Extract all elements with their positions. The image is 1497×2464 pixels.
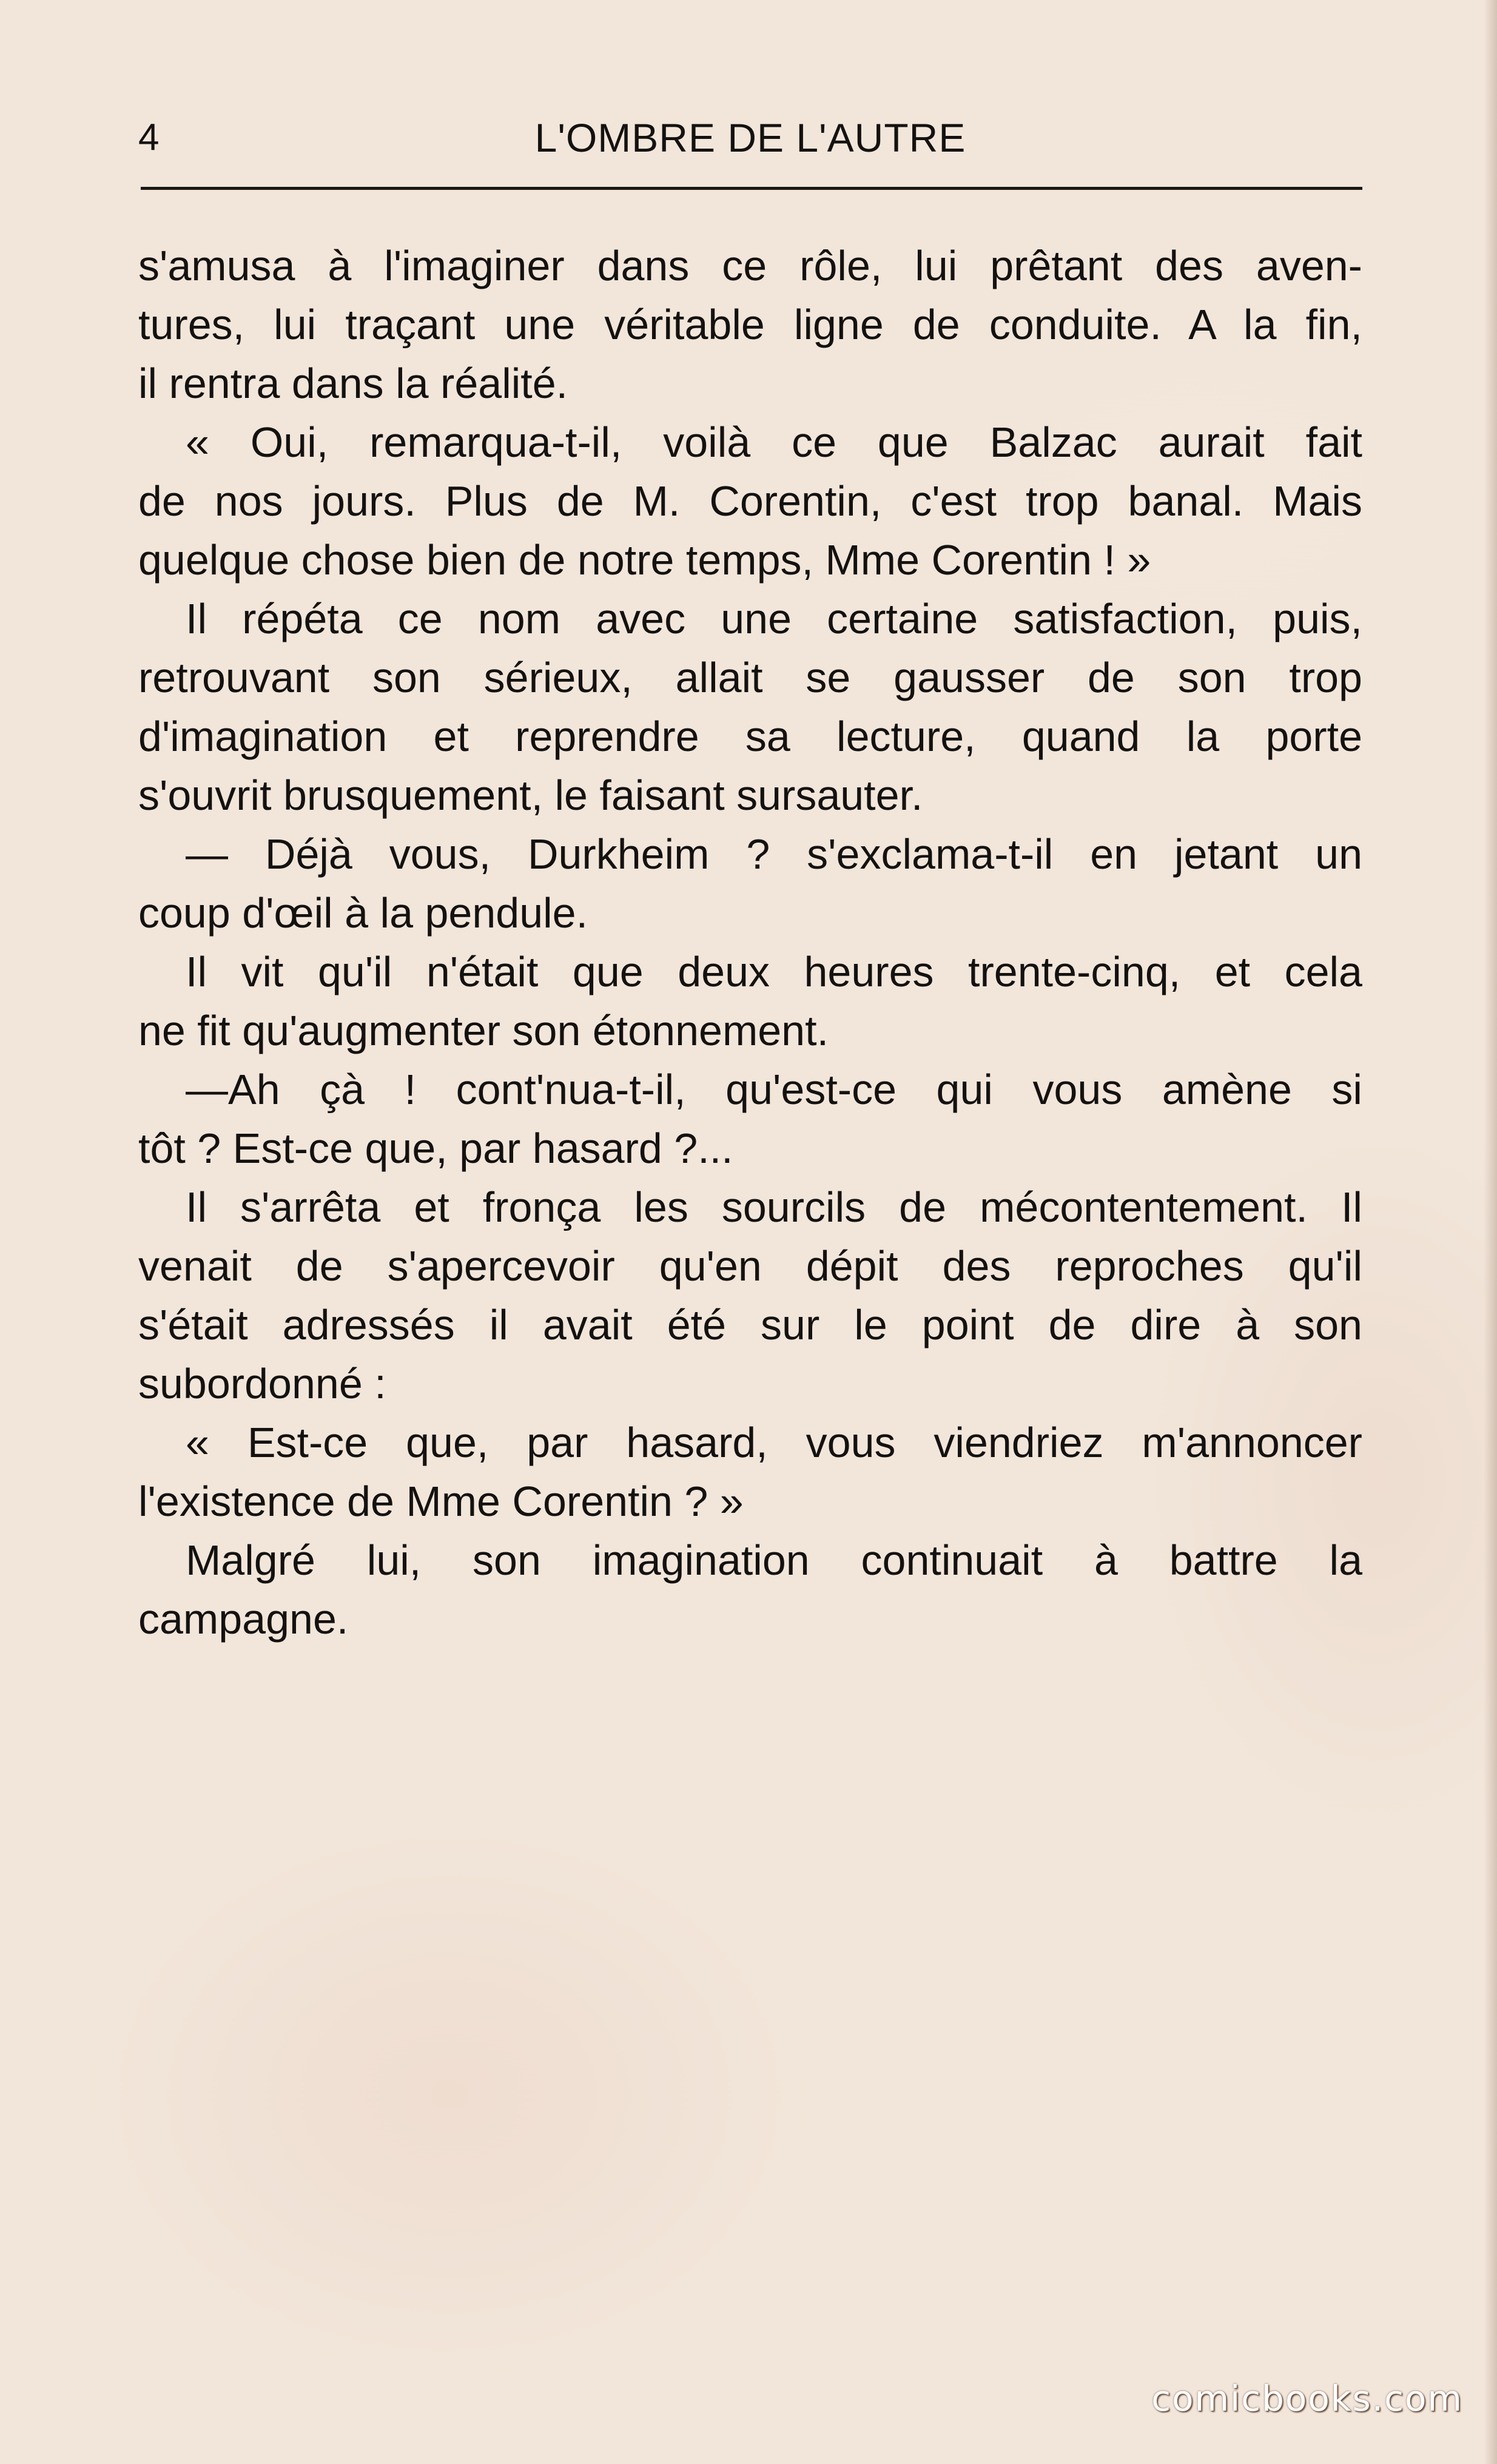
text-line: subordonné : bbox=[138, 1360, 386, 1407]
running-head bbox=[138, 104, 1362, 171]
page-number: 4 bbox=[138, 116, 160, 158]
text-line: tures, lui traçant une véritable ligne de conduite. A la fin, bbox=[138, 301, 1362, 348]
text-line: « Est-ce que, par hasard, vous viendriez m'annoncer bbox=[186, 1419, 1362, 1466]
text-line: venait de s'apercevoir qu'en dépit des reproches qu'il bbox=[138, 1242, 1362, 1290]
text-line: il rentra dans la réalité. bbox=[138, 360, 568, 407]
text-line: Il répéta ce nom avec une certaine satisfaction, puis, bbox=[186, 595, 1362, 642]
text-line: coup d'œil à la pendule. bbox=[138, 889, 588, 937]
text-line: campagne. bbox=[138, 1595, 349, 1643]
text-line: — Déjà vous, Durkheim ? s'exclama-t-il en jetant un bbox=[186, 830, 1362, 878]
text-line: de nos jours. Plus de M. Corentin, c'est trop banal. Mais bbox=[138, 477, 1362, 525]
text-line: —Ah çà ! cont'nua-t-il, qu'est-ce qui vous amène si bbox=[186, 1066, 1362, 1113]
text-line: « Oui, remarqua-t-il, voilà ce que Balzac aurait fait bbox=[186, 419, 1362, 466]
page-edge-shadow bbox=[1484, 0, 1497, 2464]
text-line: Il s'arrêta et fronça les sourcils de mécontentement. Il bbox=[186, 1183, 1362, 1231]
text-line: tôt ? Est-ce que, par hasard ?... bbox=[138, 1125, 733, 1172]
text-line: Il vit qu'il n'était que deux heures trente-cinq, et cela bbox=[186, 948, 1362, 995]
running-title: L'OMBRE DE L'AUTRE bbox=[534, 115, 966, 160]
header-rule bbox=[141, 187, 1362, 190]
text-line: ne fit qu'augmenter son étonnement. bbox=[138, 1007, 829, 1054]
watermark: comicbooks.com bbox=[1151, 2378, 1463, 2419]
text-line: l'existence de Mme Corentin ? » bbox=[138, 1478, 744, 1525]
text-line: s'amusa à l'imaginer dans ce rôle, lui prêtant des aven- bbox=[138, 242, 1362, 289]
text-line: quelque chose bien de notre temps, Mme Corentin ! » bbox=[138, 536, 1151, 584]
text-line: retrouvant son sérieux, allait se gausser de son trop bbox=[138, 654, 1362, 701]
text-line: s'ouvrit brusquement, le faisant sursauter. bbox=[138, 772, 923, 819]
body-text bbox=[138, 237, 1362, 1649]
text-line: Malgré lui, son imagination continuait à battre la bbox=[186, 1537, 1362, 1584]
text-line: d'imagination et reprendre sa lecture, quand la porte bbox=[138, 713, 1362, 760]
text-line: s'était adressés il avait été sur le point de dire à son bbox=[138, 1301, 1362, 1348]
